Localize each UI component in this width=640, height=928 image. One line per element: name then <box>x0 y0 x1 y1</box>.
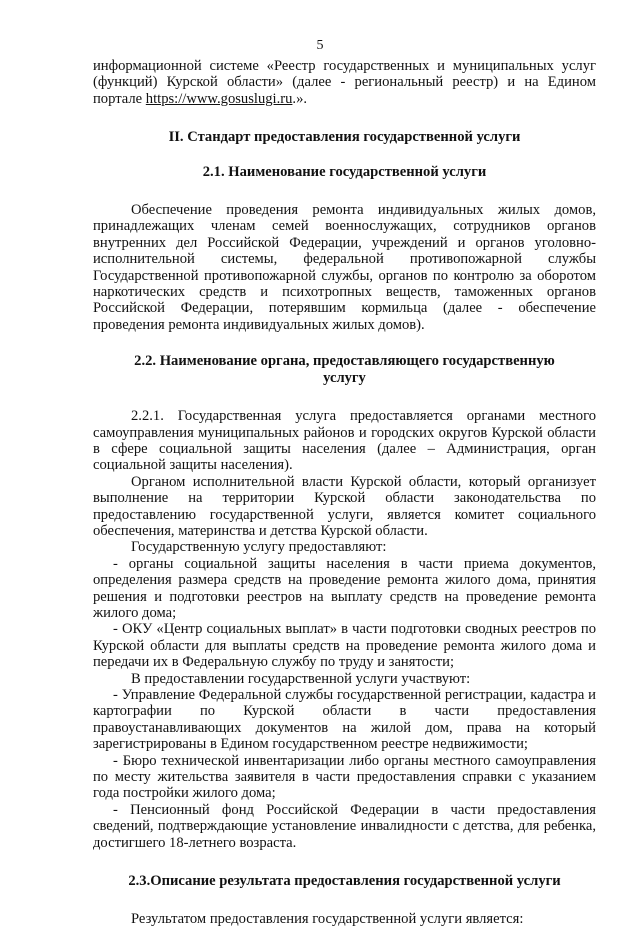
list-item-bti: - Бюро технической инвентаризации либо органы местного самоуправления по месту жительства заявителя в части предоставления справки с указанием года постройки жилого дома; <box>93 752 596 802</box>
list-item-rosreestr: - Управление Федеральной службы государственной регистрации, кадастра и картографии по Курской области в части предоставления правоустанавливающих документов на жилой дом, права на который зарегистрированы в Едином государственном реестре недвижимости; <box>93 687 596 753</box>
paragraph-participants-intro: В предоставлении государственной услуги участвуют: <box>131 670 471 687</box>
section-2-3-title: 2.3.Описание результата предоставления государственной услуги <box>128 873 561 890</box>
intro-paragraph <box>93 58 596 107</box>
section-2-2-title <box>93 353 596 386</box>
section-2-1-text: Обеспечение проведения ремонта индивидуальных жилых домов, принадлежащих членам семей военнослужащих, сотрудников органов внутренних дел Российской Федерации, учреждений и органов уголовно-исполнительной системы, федеральной противопожарной службы Государственной противопожарной службы, органов по контролю за оборотом наркотических средств и психотропных веществ, таможенных органов Российской Федерации, потерявшим кормильца (далее - обеспечение проведения ремонта индивидуальных жилых домов). <box>93 202 596 333</box>
page-number: 5 <box>316 38 324 53</box>
section-2-title: II. Стандарт предоставления государственной услуги <box>168 129 521 146</box>
list-item-pension-fund: - Пенсионный фонд Российской Федерации в части предоставления сведений, подтверждающие установление инвалидности с детства, для ребенка, достигшего 18-летнего возраста. <box>93 801 596 851</box>
section-2-2-title-line1: 2.2. Наименование органа, предоставляющего государственную <box>134 353 555 370</box>
list-item-oku-center: - ОКУ «Центр социальных выплат» в части подготовки сводных реестров по Курской области для выплаты средств на проведение ремонта жилого дома и передачи их в Федеральную службу по труду и занятости; <box>93 621 596 671</box>
document-body <box>93 58 596 928</box>
gosuslugi-link[interactable]: https://www.gosuslugi.ru <box>145 90 293 107</box>
section-2-1-title: 2.1. Наименование государственной услуги <box>202 163 487 180</box>
paragraph-2-2-1: 2.2.1. Государственная услуга предоставляется органами местного самоуправления муниципальных районов и городских округов Курской области в сфере социальной защиты населения (далее – Администрация, орган социальной защиты населения). <box>93 408 596 474</box>
intro-text: информационной системе «Реестр государственных и муниципальных услуг (функций) Курской области» (далее - региональный реестр) и на Едином портале <box>93 58 596 107</box>
paragraph-executive-body: Органом исполнительной власти Курской области, который организует выполнение на территории Курской области законодательства по предоставлению государственной услуги, является комитет социального обеспечения, материнства и детства Курской области. <box>93 473 596 539</box>
list-item-social-protection: - органы социальной защиты населения в части приема документов, определения размера средств на проведение ремонта жилого дома, принятия решения и подготовки реестров на выплату средств на проведение ремонта жилого дома; <box>93 555 596 621</box>
section-2-2-title-line2: услугу <box>323 369 366 386</box>
intro-tail: .». <box>292 90 308 107</box>
section-2-3-text: Результатом предоставления государственной услуги является: <box>131 911 524 928</box>
paragraph-providers-intro: Государственную услугу предоставляют: <box>131 539 387 556</box>
